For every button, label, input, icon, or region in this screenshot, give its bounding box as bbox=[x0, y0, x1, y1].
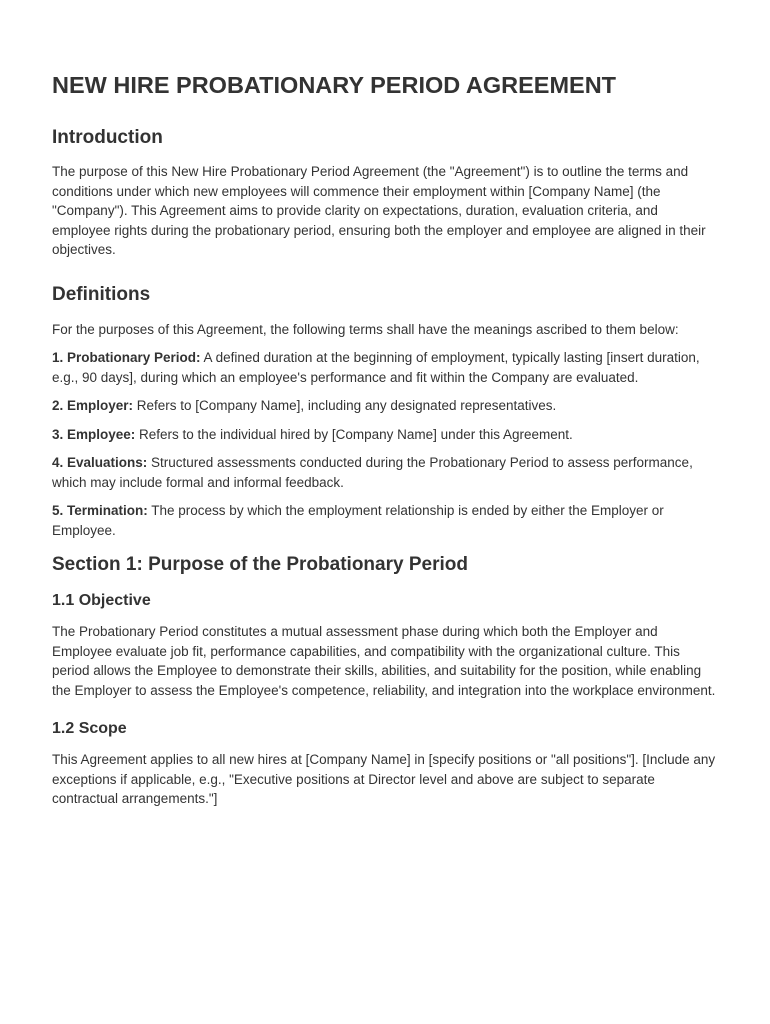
definition-item bbox=[52, 425, 718, 445]
definitions-lead: For the purposes of this Agreement, the following terms shall have the meanings ascribed to them below: bbox=[52, 321, 679, 337]
definition-text: Refers to the individual hired by [Company Name] under this Agreement. bbox=[135, 426, 573, 442]
objective-subsection bbox=[52, 591, 718, 700]
section-1 bbox=[52, 553, 718, 809]
scope-heading: 1.2 Scope bbox=[52, 720, 127, 737]
definition-term: 2. Employer: bbox=[52, 398, 134, 413]
definition-term: 3. Employee: bbox=[52, 426, 136, 442]
definition-text: Structured assessments conducted during the Probationary Period to assess performance, which may include formal and informal feedback. bbox=[52, 455, 693, 490]
definition-item bbox=[52, 396, 718, 416]
definitions-section bbox=[52, 283, 718, 541]
definitions-heading: Definitions bbox=[52, 283, 151, 305]
definition-text: The process by which the employment relationship is ended by either the Employer or Employee. bbox=[52, 503, 664, 538]
document-title: NEW HIRE PROBATIONARY PERIOD AGREEMENT bbox=[52, 72, 617, 98]
definition-item bbox=[52, 453, 718, 492]
introduction-section bbox=[52, 126, 718, 260]
objective-text: The Probationary Period constitutes a mutual assessment phase during which both the Employer and Employee evaluate job fit, performance capabilities, and compatibility with the organizational culture. This period allows the Employee to demonstrate their skills, abilities, and suitability for the position, while enabling the Employer to assess the Employee's competence, reliability, and integration into the workplace environment. bbox=[52, 624, 716, 698]
definition-text: Refers to [Company Name], including any designated representatives. bbox=[133, 398, 557, 413]
definition-term: 1. Probationary Period: bbox=[52, 350, 201, 365]
definition-term: 4. Evaluations: bbox=[52, 455, 148, 470]
definition-term: 5. Termination: bbox=[52, 503, 148, 518]
scope-text: This Agreement applies to all new hires at [Company Name] in [specify positions or "all positions"]. [Include any exceptions if applicable, e.g., "Executive positions at Director level and above are subject to separate contractual arrangements."] bbox=[52, 752, 716, 806]
introduction-heading: Introduction bbox=[52, 127, 163, 148]
scope-subsection bbox=[52, 719, 718, 809]
definition-item bbox=[52, 348, 718, 387]
definition-item bbox=[52, 501, 718, 540]
objective-heading: 1.1 Objective bbox=[52, 592, 151, 609]
introduction-text: The purpose of this New Hire Probationary Period Agreement (the "Agreement") is to outline the terms and conditions under which new employees will commence their employment within [Company Name] (the "Company"). This Agreement aims to provide clarity on expectations, duration, evaluation criteria, and employee rights during the probationary period, ensuring both the employer and employee are aligned in their objectives. bbox=[52, 164, 706, 257]
section-1-heading: Section 1: Purpose of the Probationary Period bbox=[52, 554, 468, 575]
definition-text: A defined duration at the beginning of employment, typically lasting [insert duration, e.g., 90 days], during which an employee's performance and fit within the Company are evaluated. bbox=[52, 350, 700, 385]
